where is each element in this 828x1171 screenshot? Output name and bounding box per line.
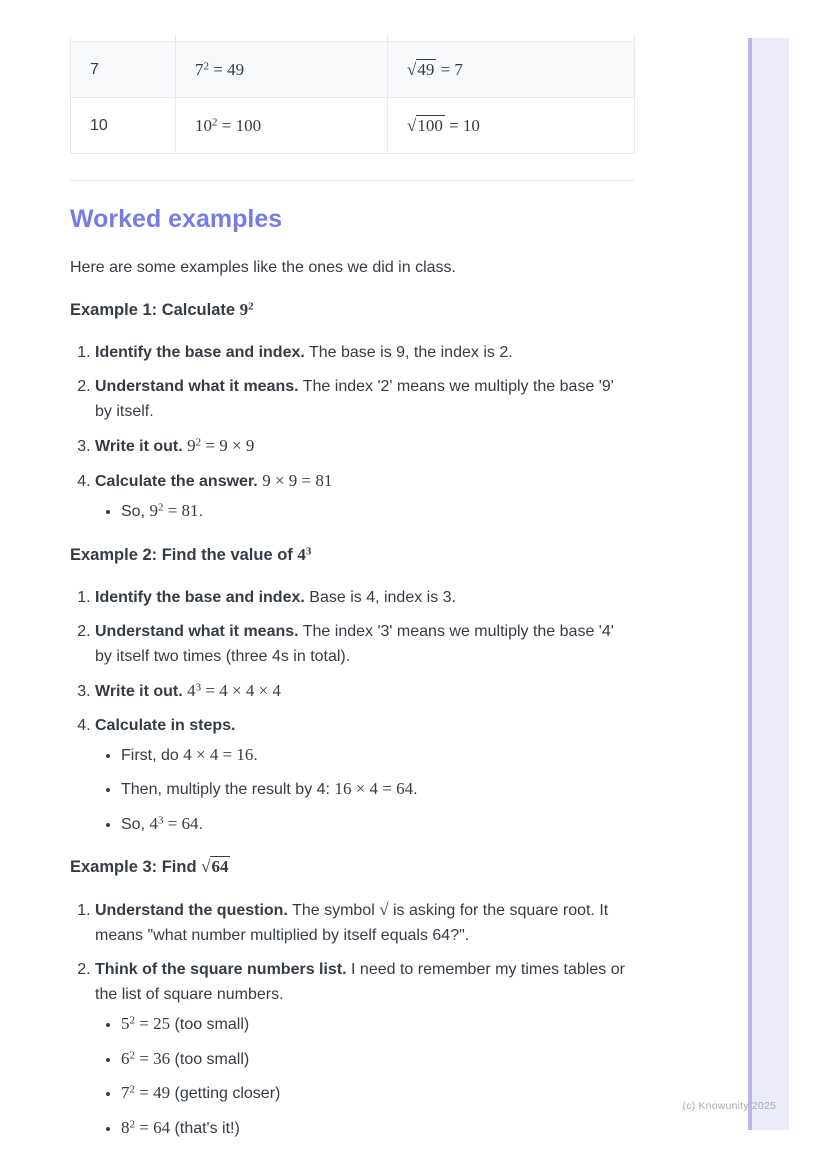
step-item: 2. Understand what it means. The index '2' means we multiply the base '9' by itself.: [95, 374, 634, 424]
section-heading: Worked examples: [70, 205, 283, 233]
intro-text: Here are some examples like the ones we did in class.: [70, 259, 456, 276]
bold-text: Identify the base and index.: [95, 344, 305, 361]
sub-bullets: [95, 1011, 634, 1141]
examples-container: [70, 296, 634, 1141]
math-expression: 4 × 4 = 16: [183, 744, 254, 764]
math-expression: $7^2 = 49$: [195, 59, 245, 79]
math-expression: $7^2 = 49$: [121, 1083, 171, 1102]
step-item: [95, 713, 634, 838]
sqrt-expression: √64: [201, 857, 229, 876]
bold-text: Understand what it means.: [95, 622, 299, 640]
math-expression: $9^2 = 81$: [149, 501, 199, 520]
bullet-item: • First, do 4 × 4 = 16.: [121, 742, 634, 769]
squares-roots-table: [70, 35, 635, 154]
math-expression: $10^2 = 100$: [195, 115, 262, 135]
bold-text: Understand what it means.: [95, 378, 299, 395]
section-divider: [70, 180, 634, 181]
steps-list: [70, 585, 634, 838]
step-item: [95, 678, 634, 704]
example-title: [70, 541, 634, 569]
table-row: [71, 42, 635, 98]
bullet-item: • Then, multiply the result by 4: 16 × 4 = 64.: [121, 776, 634, 803]
step-item: 1. Understand the question. The symbol √ is asking for the square root. It means "what number multiplied by itself equals 64?".: [95, 897, 634, 948]
document-content: [70, 0, 634, 1141]
step-item: 1. Identify the base and index. The base is 9, the index is 2.: [95, 340, 634, 365]
radicand: 49: [417, 59, 435, 79]
math-expression: $6^2 = 36$: [121, 1048, 171, 1068]
step-item: [95, 433, 634, 459]
table-cell: 7: [71, 42, 176, 98]
bold-text: Example 1: Calculate: [70, 301, 240, 319]
bullet-item: • So, $4^3 = 64$.: [121, 811, 634, 838]
math-expression: $5^2 = 25$: [121, 1014, 171, 1033]
bold-text: Example 2: Find the value of: [70, 545, 298, 564]
bold-text: Think of the square numbers list.: [95, 961, 347, 978]
bold-text: Identify the base and index.: [95, 588, 305, 606]
example-title: [70, 853, 634, 881]
steps-list: [70, 340, 634, 525]
bullet-item: • $5^2 = 25$ (too small): [121, 1011, 634, 1038]
math-expression: $9^2$: [239, 300, 254, 319]
scroll-indicator-bar: [748, 38, 789, 1130]
bullet-item: • So, $9^2 = 81$.: [121, 498, 634, 525]
sqrt-expression: √100 = 10: [407, 115, 480, 135]
step-item: 2. Think of the square numbers list. I need to remember my times tables or the list of square numbers. • $5^2 = 25$ (too small) • $6^2 = 36$ (too small) • $7^2 = 49$ (getting closer) • $8^2 = 64$ (that's it!): [95, 957, 634, 1141]
table-row: [71, 98, 635, 154]
math-expression: $4^3 = 4 \times 4 \times 4$: [187, 680, 281, 700]
bullet-item: • $6^2 = 36$ (too small): [121, 1046, 634, 1073]
math-expression: $8^2 = 64$: [121, 1117, 171, 1137]
table-cell: 10: [71, 98, 176, 154]
bold-text: Write it out.: [95, 438, 183, 455]
bold-text: Write it out.: [95, 682, 183, 700]
bold-text: Understand the question.: [95, 902, 288, 919]
step-item: [95, 468, 634, 525]
bullet-item: • $8^2 = 64$ (that's it!): [121, 1115, 634, 1142]
math-expression: √: [379, 900, 389, 919]
steps-list: [70, 897, 634, 1141]
sub-bullets: [95, 742, 634, 838]
example-title: [70, 296, 634, 324]
bold-text: Calculate in steps.: [95, 716, 236, 734]
step-item: 1. Identify the base and index. Base is 4, index is 3.: [95, 585, 634, 610]
copyright-text: (c) Knowunity 2025: [682, 1100, 776, 1112]
math-expression: 9 × 9 = 81: [262, 471, 333, 490]
table-cell: [176, 42, 388, 98]
table-cell: [388, 42, 635, 98]
bullet-item: • $7^2 = 49$ (getting closer): [121, 1080, 634, 1107]
table-cell: [176, 98, 388, 154]
radicand: 64: [211, 857, 229, 876]
table-body: [71, 35, 635, 154]
bold-text: Calculate the answer.: [95, 473, 258, 490]
radicand: 100: [417, 115, 443, 135]
sqrt-expression: √49 = 7: [407, 59, 463, 79]
math-expression: $4^3$: [297, 544, 312, 564]
math-expression: $4^3 = 64$: [149, 813, 199, 833]
table-cell: [388, 98, 635, 154]
sub-bullets: [95, 498, 634, 525]
math-expression: $9^2 = 9 \times 9$: [187, 436, 255, 455]
math-expression: 16 × 4 = 64: [334, 779, 414, 798]
bold-text: Example 3: Find: [70, 858, 202, 876]
step-item: 2. Understand what it means. The index '3' means we multiply the base '4' by itself two times (three 4s in total).: [95, 619, 634, 669]
